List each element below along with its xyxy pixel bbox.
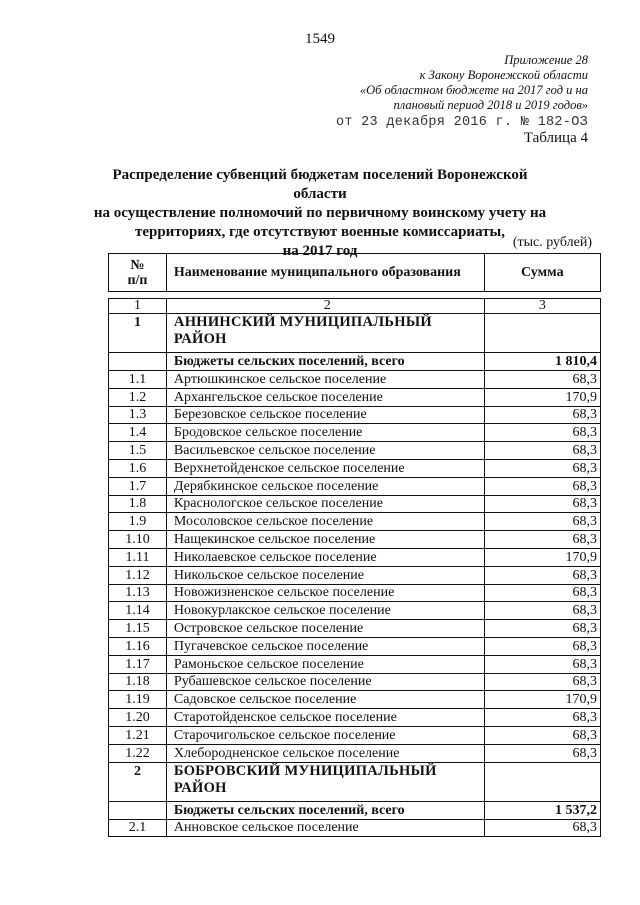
settlement-sum: 68,3 <box>484 513 600 531</box>
appendix-line: плановый период 2018 и 2019 годов» <box>393 98 588 112</box>
page-number: 1549 <box>305 31 335 47</box>
settlement-num: 1.15 <box>109 620 167 638</box>
district-name-line: БОБРОВСКИЙ МУНИЦИПАЛЬНЫЙ <box>173 762 437 779</box>
settlement-sum: 170,9 <box>484 388 600 406</box>
settlement-row <box>109 655 601 673</box>
title-line: на 2017 год <box>282 243 358 259</box>
settlement-num: 2.1 <box>109 819 167 837</box>
settlement-sum: 68,3 <box>484 406 600 424</box>
settlement-row <box>109 691 601 709</box>
district-sum <box>484 314 600 353</box>
settlement-num: 1.2 <box>109 388 167 406</box>
settlement-row <box>109 442 601 460</box>
settlement-sum: 68,3 <box>484 495 600 513</box>
header-num-line: п/п <box>127 272 148 288</box>
settlement-row <box>109 531 601 549</box>
district-num: 1 <box>109 314 167 353</box>
settlement-name: Березовское сельское поселение <box>166 406 484 424</box>
settlement-num: 1.9 <box>109 513 167 531</box>
settlement-name: Нащекинское сельское поселение <box>166 531 484 549</box>
settlement-row <box>109 584 601 602</box>
settlement-row <box>109 709 601 727</box>
settlement-num: 1.19 <box>109 691 167 709</box>
settlement-sum: 68,3 <box>484 744 600 762</box>
settlement-sum: 68,3 <box>484 673 600 691</box>
settlement-sum: 68,3 <box>484 442 600 460</box>
header-gap <box>109 292 601 299</box>
district-total-row <box>109 801 601 819</box>
settlement-name: Анновское сельское поселение <box>166 819 484 837</box>
settlement-num: 1.10 <box>109 531 167 549</box>
settlement-name: Новокурлакское сельское поселение <box>166 602 484 620</box>
settlement-row <box>109 566 601 584</box>
settlement-name: Архангельское сельское поселение <box>166 388 484 406</box>
settlement-sum: 68,3 <box>484 637 600 655</box>
title-line: территориях, где отсутствуют военные комиссариаты, <box>134 224 506 240</box>
header-num <box>109 254 167 292</box>
settlement-row <box>109 406 601 424</box>
settlement-name: Рубашевское сельское поселение <box>166 673 484 691</box>
settlement-sum: 68,3 <box>484 726 600 744</box>
document-title <box>90 166 550 261</box>
settlement-num: 1.18 <box>109 673 167 691</box>
settlement-row <box>109 726 601 744</box>
units-label: (тыс. рублей) <box>512 235 592 250</box>
header-sum: Сумма <box>484 254 600 292</box>
settlement-sum: 68,3 <box>484 602 600 620</box>
column-number: 1 <box>109 299 167 314</box>
settlement-row <box>109 602 601 620</box>
total-value: 1 810,4 <box>484 353 600 371</box>
total-num <box>109 801 167 819</box>
settlement-sum: 68,3 <box>484 620 600 638</box>
settlement-name: Васильевское сельское поселение <box>166 442 484 460</box>
appendix-line: «Об областном бюджете на 2017 год и на <box>359 83 588 97</box>
settlement-row <box>109 388 601 406</box>
settlement-name: Рамоньское сельское поселение <box>166 655 484 673</box>
table-label: Таблица 4 <box>523 130 588 146</box>
settlement-num: 1.1 <box>109 371 167 389</box>
settlement-row <box>109 637 601 655</box>
settlement-sum: 68,3 <box>484 424 600 442</box>
appendix-line: Приложение 28 <box>504 53 588 67</box>
settlement-num: 1.7 <box>109 477 167 495</box>
settlement-num: 1.11 <box>109 548 167 566</box>
district-row <box>109 762 601 801</box>
settlement-num: 1.20 <box>109 709 167 727</box>
subventions-table <box>108 253 601 837</box>
settlement-num: 1.16 <box>109 637 167 655</box>
settlement-sum: 170,9 <box>484 691 600 709</box>
settlement-num: 1.22 <box>109 744 167 762</box>
total-value: 1 537,2 <box>484 801 600 819</box>
settlement-name: Островское сельское поселение <box>166 620 484 638</box>
column-number-row <box>109 299 601 314</box>
total-num <box>109 353 167 371</box>
settlement-sum: 68,3 <box>484 655 600 673</box>
settlement-num: 1.12 <box>109 566 167 584</box>
settlement-row <box>109 819 601 837</box>
settlement-num: 1.4 <box>109 424 167 442</box>
column-number: 3 <box>484 299 600 314</box>
district-sum <box>484 762 600 801</box>
header-name: Наименование муниципального образования <box>166 254 484 292</box>
district-total-row <box>109 353 601 371</box>
header-num-line: № <box>130 257 145 273</box>
settlement-sum: 68,3 <box>484 371 600 389</box>
column-number: 2 <box>166 299 484 314</box>
settlement-num: 1.13 <box>109 584 167 602</box>
total-label: Бюджеты сельских поселений, всего <box>166 801 484 819</box>
settlement-sum: 170,9 <box>484 548 600 566</box>
settlement-name: Садовское сельское поселение <box>166 691 484 709</box>
settlement-name: Верхнетойденское сельское поселение <box>166 459 484 477</box>
settlement-sum: 68,3 <box>484 584 600 602</box>
settlement-name: Старотойденское сельское поселение <box>166 709 484 727</box>
district-row <box>109 314 601 353</box>
settlement-sum: 68,3 <box>484 709 600 727</box>
settlement-name: Дерябкинское сельское поселение <box>166 477 484 495</box>
settlement-row <box>109 424 601 442</box>
settlement-name: Бродовское сельское поселение <box>166 424 484 442</box>
settlement-row <box>109 548 601 566</box>
district-name-line: АННИНСКИЙ МУНИЦИПАЛЬНЫЙ <box>173 314 432 330</box>
settlement-num: 1.21 <box>109 726 167 744</box>
settlement-num: 1.3 <box>109 406 167 424</box>
settlement-sum: 68,3 <box>484 459 600 477</box>
settlement-name: Николаевское сельское поселение <box>166 548 484 566</box>
settlement-row <box>109 744 601 762</box>
settlement-name: Артюшкинское сельское поселение <box>166 371 484 389</box>
law-date-stamp: от 23 декабря 2016 г. № 182-ОЗ <box>335 115 588 130</box>
settlement-num: 1.5 <box>109 442 167 460</box>
settlement-name: Хлебородненское сельское поселение <box>166 744 484 762</box>
settlement-row <box>109 620 601 638</box>
settlement-sum: 68,3 <box>484 819 600 837</box>
settlement-row <box>109 477 601 495</box>
settlement-name: Новожизненское сельское поселение <box>166 584 484 602</box>
settlement-row <box>109 371 601 389</box>
settlement-row <box>109 673 601 691</box>
district-name <box>166 314 484 353</box>
title-line: Распределение субвенций бюджетам поселений Воронежской области <box>112 167 528 202</box>
settlement-row <box>109 513 601 531</box>
settlement-num: 1.6 <box>109 459 167 477</box>
settlement-row <box>109 459 601 477</box>
district-num: 2 <box>109 762 167 801</box>
district-name <box>166 762 484 801</box>
settlement-row <box>109 495 601 513</box>
district-name-line: РАЙОН <box>173 779 227 796</box>
settlement-name: Старочигольское сельское поселение <box>166 726 484 744</box>
settlement-name: Никольское сельское поселение <box>166 566 484 584</box>
settlement-sum: 68,3 <box>484 566 600 584</box>
settlement-name: Пугачевское сельское поселение <box>166 637 484 655</box>
settlement-num: 1.8 <box>109 495 167 513</box>
title-line: на осуществление полномочий по первичному воинскому учету на <box>93 205 547 221</box>
settlement-sum: 68,3 <box>484 531 600 549</box>
appendix-line: к Закону Воронежской области <box>419 68 588 82</box>
table-body <box>109 292 601 837</box>
settlement-num: 1.14 <box>109 602 167 620</box>
settlement-sum: 68,3 <box>484 477 600 495</box>
settlement-name: Мосоловское сельское поселение <box>166 513 484 531</box>
table-header-row <box>109 254 601 292</box>
settlement-num: 1.17 <box>109 655 167 673</box>
appendix-block <box>360 53 588 113</box>
district-name-line: РАЙОН <box>173 331 227 347</box>
total-label: Бюджеты сельских поселений, всего <box>166 353 484 371</box>
settlement-name: Краснологское сельское поселение <box>166 495 484 513</box>
